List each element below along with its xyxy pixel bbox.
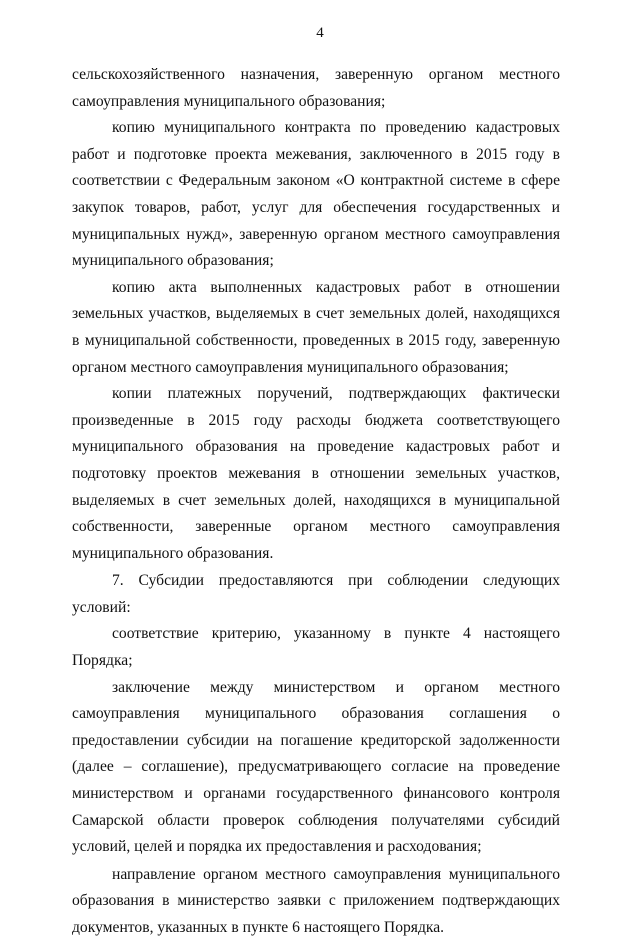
paragraph-6: соответствие критерию, указанному в пункте 4 настоящего Порядка; <box>72 625 560 670</box>
paragraph-2: копию муниципального контракта по проведению кадастровых работ и подготовке проекта межевания, заключенного в 2015 году в соответствии с Федеральным законом «О контрактной системе в сфере закупок товаров, работ, услуг для обеспечения государственных и муниципальных нужд», заверенную органом местного самоуправления муниципального образования; <box>72 119 560 270</box>
paragraph-4: копии платежных поручений, подтверждающих фактически произведенные в 2015 году расходы бюджета соответствующего муниципального образования на проведение кадастровых работ и подготовку проектов межевания в отношении земельных участков, выделяемых в счет земельных долей, находящихся в муниципальной собственности, заверенные органом местного самоуправления муниципального образования. <box>72 385 560 562</box>
document-body <box>72 62 560 942</box>
paragraph-5: 7. Субсидии предоставляются при соблюдении следующих условий: <box>72 572 560 616</box>
page-number: 4 <box>316 25 324 41</box>
paragraph-1: сельскохозяйственного назначения, заверенную органом местного самоуправления муниципального образования; <box>72 66 560 110</box>
paragraph-3: копию акта выполненных кадастровых работ в отношении земельных участков, выделяемых в счет земельных долей, находящихся в муниципальной собственности, проведенных в 2015 году, заверенную органом местного самоуправления муниципального образования; <box>72 278 560 376</box>
paragraph-7: заключение между министерством и органом местного самоуправления муниципального образования соглашения о предоставлении субсидии на погашение кредиторской задолженности (далее – соглашение), предусматривающего согласие на проведение министерством и органами государственного финансового контроля Самарской области проверок соблюдения получателями субсидий условий, целей и порядка их предоставления и расходования; <box>72 678 560 856</box>
paragraph-8: направление органом местного самоуправления муниципального образования в министерство заявки с приложением подтверждающих документов, указанных в пункте 6 настоящего Порядка. <box>72 865 560 936</box>
